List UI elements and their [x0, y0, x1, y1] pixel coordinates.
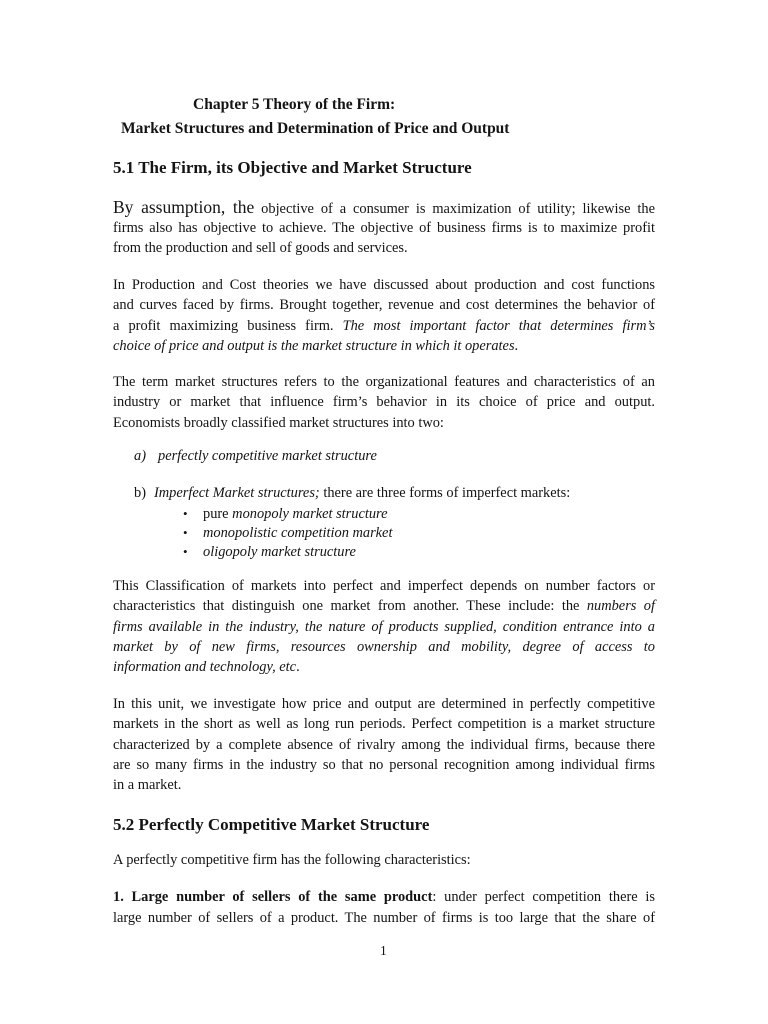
list-a-text: perfectly competitive market structure: [158, 448, 377, 464]
p1-lead: By assumption, the: [113, 197, 255, 217]
p1-line2: firms also has objective to achieve. The objective of business firms is to maximize profit: [113, 220, 655, 236]
p1-line1-text: objective of a consumer is maximization of utility; likewise the: [261, 201, 655, 217]
p4-line4-italic: market by of new firms, resources ownership and mobility, degree of access to: [113, 639, 655, 655]
p4-line2: [113, 598, 655, 615]
p5-line2: markets in the short as well as long run periods. Perfect competition is a market structure: [113, 716, 655, 732]
p4-line5-end: .: [296, 659, 300, 675]
p4-line2-plain: characteristics that distinguish one market from another. These include: the: [113, 598, 587, 614]
bullet-item-3: [203, 544, 356, 561]
s2-item1-line2: large number of sellers of a product. The number of firms is too large that the share of: [113, 910, 655, 926]
p2-line3-italic: The most important factor that determines firm’s: [342, 318, 655, 334]
p3-line1: The term market structures refers to the organizational features and characteristics of an: [113, 374, 655, 390]
bullet-2-italic: monopolistic competition market: [203, 525, 393, 541]
list-item-a: [134, 448, 377, 465]
p1-line1: [113, 197, 655, 218]
p5-line3: characterized by a complete absence of rivalry among the individual firms, because there: [113, 737, 655, 753]
p5-line4: are so many firms in the industry so that no personal recognition among individual firms: [113, 757, 655, 773]
s2-item1-line1: [113, 889, 655, 906]
p4-line5-italic: information and technology, etc: [113, 659, 297, 675]
p4-line5: [113, 659, 300, 676]
p2-line3: [113, 318, 655, 335]
bullet-dot: •: [183, 544, 188, 559]
p2-line4: [113, 338, 518, 355]
chapter-title-line2: Market Structures and Determination of Price and Output: [121, 120, 510, 137]
bullet-1-italic: monopoly market structure: [232, 506, 388, 522]
bullet-item-1: [203, 506, 388, 523]
s2-item1-rest: : under perfect competition there is: [432, 889, 655, 905]
p5-line5: in a market.: [113, 777, 182, 793]
bullet-3-italic: oligopoly market structure: [203, 544, 356, 560]
p2-line1: In Production and Cost theories we have discussed about production and cost functions: [113, 277, 655, 293]
list-item-b: [134, 485, 570, 502]
p4-line3-italic: firms available in the industry, the nature of products supplied, condition entrance into a: [113, 619, 655, 635]
p4-line1: This Classification of markets into perfect and imperfect depends on number factors or: [113, 578, 655, 594]
list-b-label: b): [134, 485, 146, 501]
list-b-text: there are three forms of imperfect markets:: [319, 485, 571, 501]
p4-line4: [113, 639, 655, 656]
p4-line2-italic: numbers of: [586, 598, 655, 614]
bullet-1-plain: pure: [203, 506, 233, 522]
bullet-dot: •: [183, 525, 188, 540]
p3-line3: Economists broadly classified market structures into two:: [113, 415, 444, 431]
p2-line4-italic: choice of price and output is the market structure in which it operates: [113, 338, 515, 354]
s2-item1-bold: 1. Large number of sellers of the same product: [113, 889, 433, 905]
bullet-dot: •: [183, 506, 188, 521]
bullet-item-2: [203, 525, 392, 542]
page-number: 1: [380, 943, 387, 958]
p2-line2: and curves faced by firms. Brought together, revenue and cost determines the behavior of: [113, 297, 655, 313]
list-b-italic: Imperfect Market structures;: [154, 485, 320, 501]
s2-p1: A perfectly competitive firm has the following characteristics:: [113, 852, 471, 868]
p2-line3-plain: a profit maximizing business firm.: [113, 318, 334, 334]
chapter-title-line1: Chapter 5 Theory of the Firm:: [193, 96, 396, 113]
p1-line3: from the production and sell of goods and services.: [113, 240, 408, 256]
section-heading-5-2: 5.2 Perfectly Competitive Market Structure: [113, 815, 430, 834]
p5-line1: In this unit, we investigate how price and output are determined in perfectly competitive: [113, 696, 655, 712]
p4-line3: [113, 619, 655, 636]
p2-line4-end: .: [514, 338, 519, 354]
section-heading-5-1: 5.1 The Firm, its Objective and Market Structure: [113, 158, 472, 177]
list-a-label: a): [134, 448, 146, 464]
p3-line2: industry or market that influence firm’s behavior in its choice of price and output.: [113, 394, 655, 410]
